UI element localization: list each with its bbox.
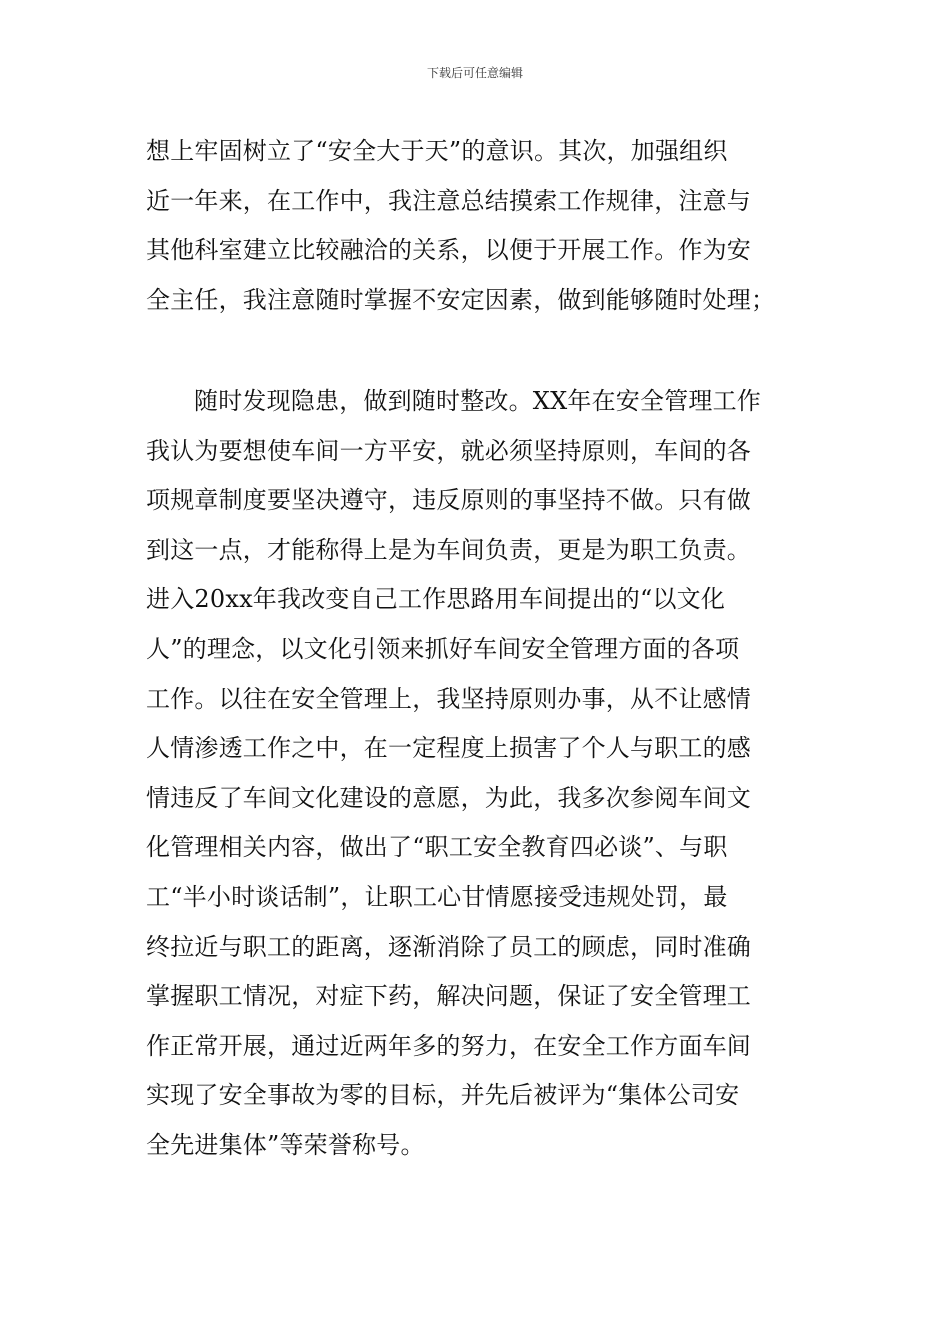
text-line: 我认为要想使车间一方平安，就必须坚持原则，车间的各: [146, 436, 751, 465]
text-line: 人”的理念，以文化引领来抓好车间安全管理方面的各项: [146, 634, 740, 663]
text-line: 人情渗透工作之中，在一定程度上损害了个人与职工的感: [146, 734, 751, 763]
text-line: 化管理相关内容，做出了“职工安全教育四必谈”、与职: [146, 833, 728, 862]
text-line: 近一年来，在工作中，我注意总结摸索工作规律，注意与: [146, 186, 751, 215]
paragraph-2: [146, 377, 808, 1171]
text-line: 工作。以往在安全管理上，我坚持原则办事，从不让感情: [146, 684, 751, 713]
text-line: 到这一点，才能称得上是为车间负责，更是为职工负责。: [146, 535, 751, 564]
paragraph-1: [146, 127, 808, 325]
text-line: 随时发现隐患，做到随时整改。XX年在安全管理工作: [194, 387, 761, 415]
text-line: 全先进集体”等荣誉称号。: [146, 1130, 425, 1159]
text-line: 工“半小时谈话制”，让职工心甘情愿接受违规处罚，最: [146, 882, 728, 911]
page-header: 下载后可任意编辑: [426, 66, 523, 80]
text-line: 全主任，我注意随时掌握不安定因素，做到能够随时处理；: [146, 285, 776, 314]
text-line: 项规章制度要坚决遵守，违反原则的事坚持不做。只有做: [146, 486, 751, 515]
text-line: 想上牢固树立了“安全大于天”的意识。其次，加强组织: [146, 137, 728, 165]
text-line: 进入20xx年我改变自己工作思路用车间提出的“以文化: [146, 585, 726, 614]
text-line: 终拉近与职工的距离，逐渐消除了员工的顾虑，同时准确: [146, 932, 751, 961]
text-line: 实现了安全事故为零的目标，并先后被评为“集体公司安: [146, 1081, 740, 1110]
text-line: 其他科室建立比较融洽的关系，以便于开展工作。作为安: [146, 236, 751, 265]
text-line: 掌握职工情况，对症下药，解决问题，保证了安全管理工: [146, 982, 751, 1011]
text-line: 情违反了车间文化建设的意愿，为此，我多次参阅车间文: [146, 783, 751, 812]
text-line: 作正常开展，通过近两年多的努力，在安全工作方面车间: [146, 1031, 751, 1060]
